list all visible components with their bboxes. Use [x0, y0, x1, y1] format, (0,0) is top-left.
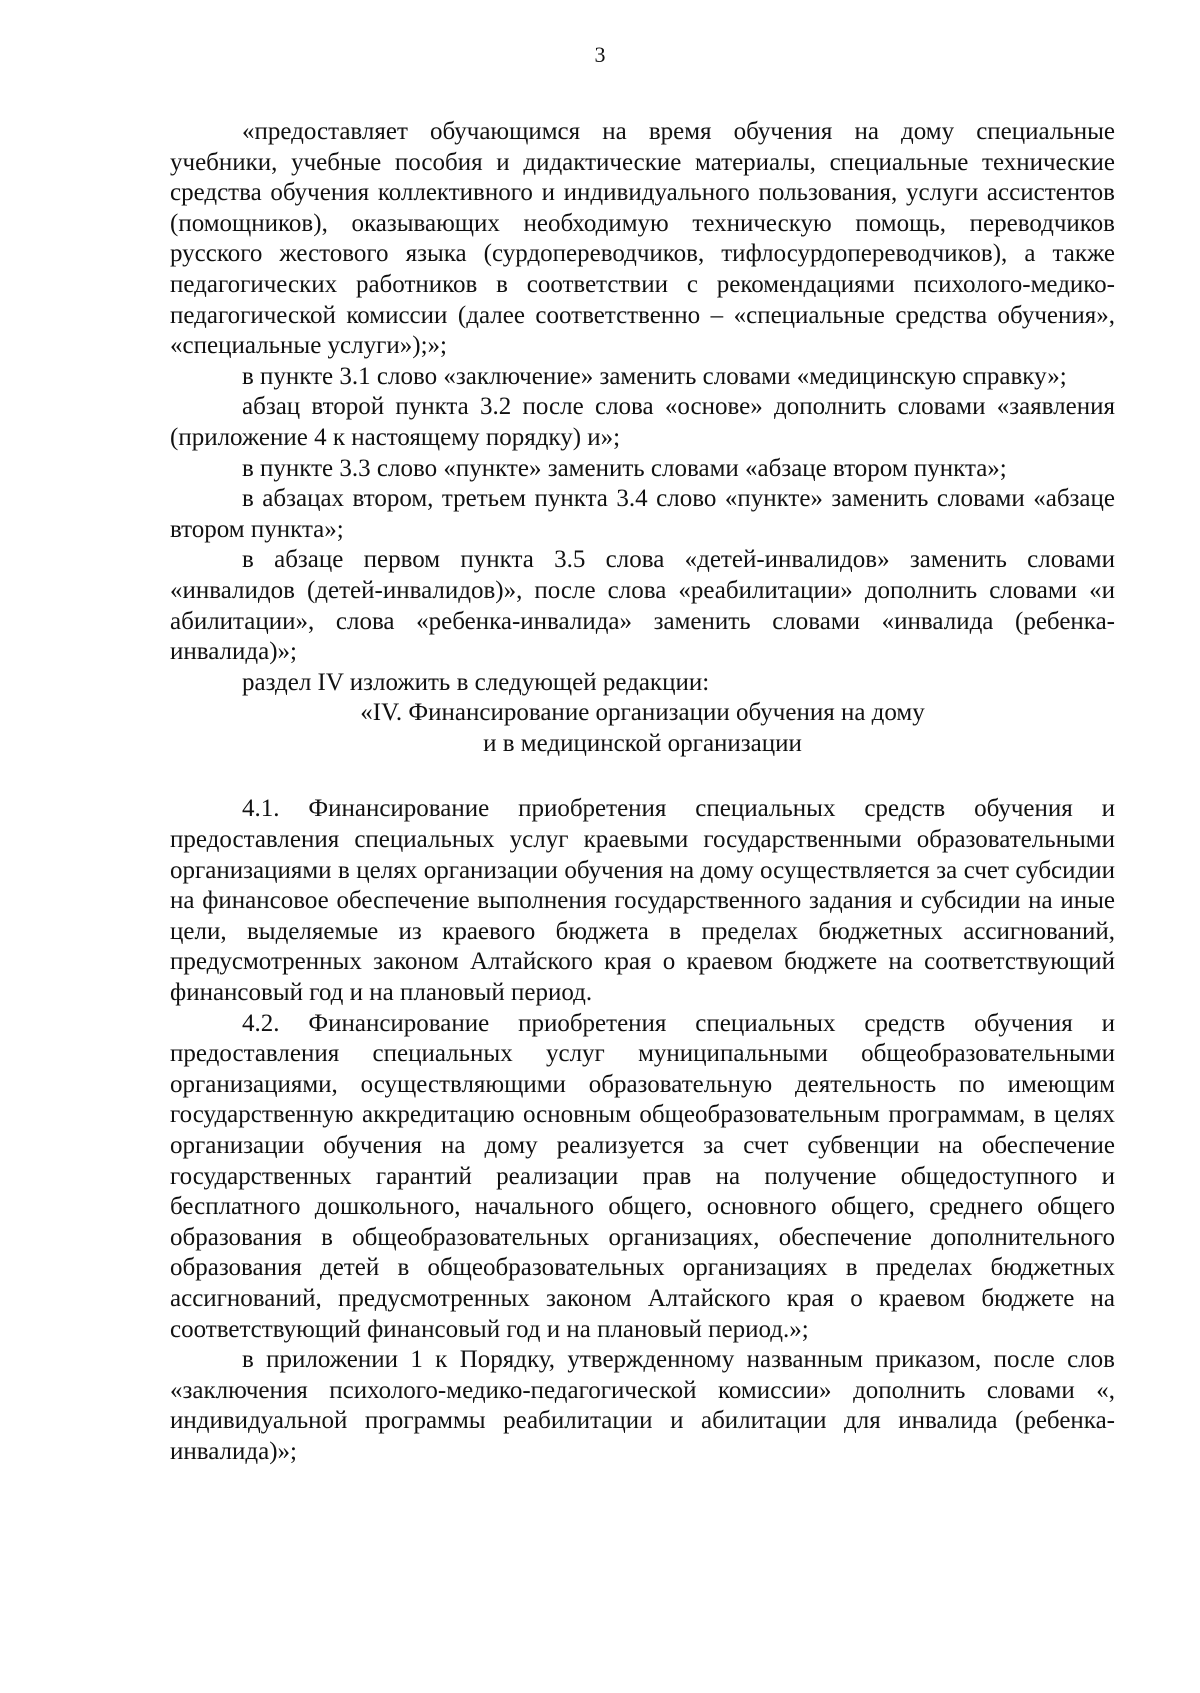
paragraph-item-3-2: абзац второй пункта 3.2 после слова «основе» дополнить словами «заявления (приложение 4 к настоящему порядку) и»;: [170, 393, 1115, 451]
paragraph-item-3-3: в пункте 3.3 слово «пункте» заменить словами «абзаце втором пункта»;: [242, 454, 1007, 482]
section-heading: [170, 698, 1115, 759]
section-heading-line-2: и в медицинской организации: [483, 729, 802, 757]
paragraph-item-4-1: 4.1. Финансирование приобретения специальных средств обучения и предоставления специальных услуг краевыми государственными образовательными организациями в целях организации обучения на дому осуществляется за счет субсидии на финансовое обеспечение выполнения государственного задания и субсидии на иные цели, выделяемые из краевого бюджета в пределах бюджетных ассигнований, предусмотренных законом Алтайского края о краевом бюджете на соответствующий финансовый год и на плановый период.: [170, 795, 1115, 1007]
paragraph-item-4-2: 4.2. Финансирование приобретения специальных средств обучения и предоставления специальных услуг муниципальными общеобразовательными организациями, осуществляющими образовательную деятельность по имеющим государственную аккредитацию основным общеобразовательным программам, в целях организации обучения на дому реализуется за счет субвенции на обеспечение государственных гарантий реализации прав на получение общедоступного и бесплатного дошкольного, начального общего, основного общего, среднего общего образования в общеобразовательных организациях, обеспечение дополнительного образования детей в общеобразовательных организациях в пределах бюджетных ассигнований, предусмотренных законом Алтайского края о краевом бюджете на соответствующий финансовый год и на плановый период.»;: [170, 1009, 1115, 1343]
section-heading-line-1: «IV. Финансирование организации обучения на дому: [360, 699, 925, 727]
paragraph-appendix-1: в приложении 1 к Порядку, утвержденному названным приказом, после слов «заключения психолого-медико-педагогической комиссии» дополнить словами «, индивидуальной программы реабилитации и абилитации для инвалида (ребенка-инвалида)»;: [170, 1346, 1115, 1465]
paragraph-section-iv-intro: раздел IV изложить в следующей редакции:: [242, 668, 710, 696]
paragraph-item-3-1: в пункте 3.1 слово «заключение» заменить словами «медицинскую справку»;: [242, 362, 1067, 390]
document-body: [170, 117, 1115, 1468]
page-number: 3: [594, 42, 606, 67]
paragraph-item-3-5: в абзаце первом пункта 3.5 слова «детей-инвалидов» заменить словами «инвалидов (детей-инвалидов)», после слова «реабилитации» дополнить словами «и абилитации», слова «ребенка-инвалида» заменить словами «инвалида (ребенка-инвалида)»;: [170, 546, 1115, 666]
paragraph-item-3-4: в абзацах втором, третьем пункта 3.4 слово «пункте» заменить словами «абзаце втором пункта»;: [170, 485, 1115, 543]
paragraph-special-means: «предоставляет обучающимся на время обучения на дому специальные учебники, учебные пособия и дидактические материалы, специальные технические средства обучения коллективного и индивидуального пользования, услуги ассистентов (помощников), оказывающих необходимую техническую помощь, переводчиков русского жестового языка (сурдопереводчиков, тифлосурдопереводчиков), а также педагогических работников в соответствии с рекомендациями психолого-медико-педагогической комиссии (далее соответственно – «специальные средства обучения», «специальные услуги»);»;: [170, 118, 1115, 360]
